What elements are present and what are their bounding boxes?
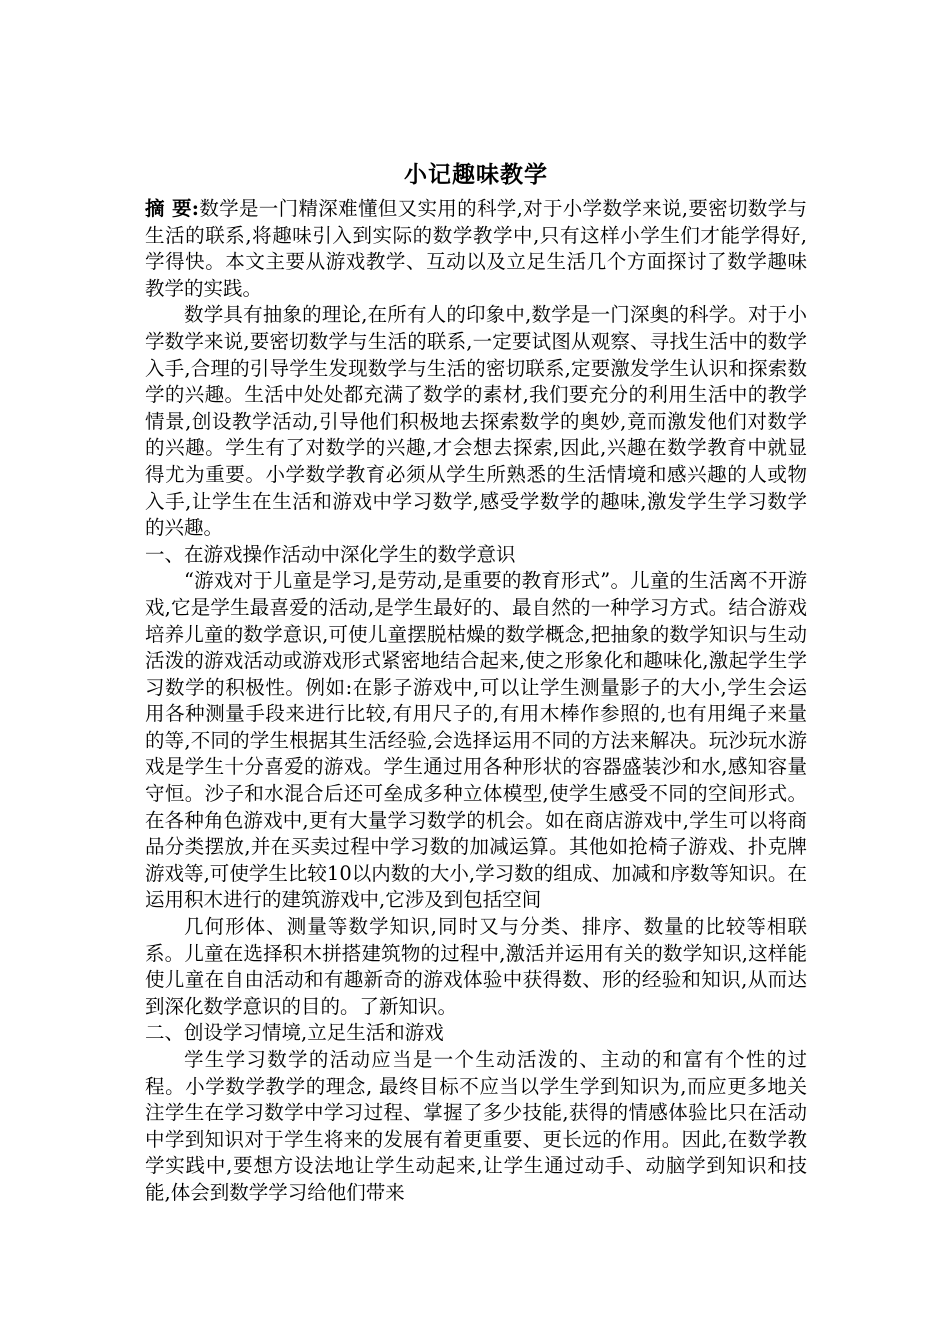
intro-paragraph: 数学具有抽象的理论,在所有人的印象中,数学是一门深奥的科学。对于小学数学来说,要密切数学与生活的联系,一定要试图从观察、寻找生活中的数学入手,合理的引导学生发现数学与生活的密切联系,定要激发学生认识和探索数学的兴趣。生活中处处都充满了数学的素材,我们要充分的利用生活中的教学情景,创设教学活动,引导他们积极地去探索数学的奥妙,竟而激发他们对数学的兴趣。学生有了对数学的兴趣,才会想去探索,因此,兴趣在数学教育中就显得尤为重要。小学数学教育必须从学生所熟悉的生活情境和感兴趣的人或物入手,让学生在生活和游戏中学习数学,感受学数学的趣味,激发学生学习数学的兴趣。 [145, 303, 807, 540]
document-page [145, 160, 807, 1207]
document-title: 小记趣味教学 [404, 162, 548, 188]
section2-paragraph-1: 学生学习数学的活动应当是一个生动活泼的、主动的和富有个性的过程。小学数学教学的理念, 最终目标不应当以学生学到知识为,而应更多地关注学生在学习数学中学习过程、掌握了多少技能,获得的情感体验比只在活动中学到知识对于学生将来的发展有着更重要、更长远的作用。因此,在数学教学实践中,要想方设法地让学生动起来,让学生通过动手、动脑学到知识和技能,体会到数学学习给他们带来 [145, 1048, 807, 1204]
section1-paragraph-1: “游戏对于儿童是学习,是劳动,是重要的教育形式”。儿童的生活离不开游戏,它是学生最喜爱的活动,是学生最好的、最自然的一种学习方式。结合游戏培养儿童的数学意识,可使儿童摆脱枯燥的数学概念,把抽象的数学知识与生动活泼的游戏活动或游戏形式紧密地结合起来,使之形象化和趣味化,激起学生学习数学的积极性。例如:在影子游戏中,可以让学生测量影子的大小,学生会运用各种测量手段来进行比较,有用尺子的,有用木棒作参照的,也有用绳子来量的等,不同的学生根据其生活经验,会选择运用不同的方法来解决。玩沙玩水游戏是学生十分喜爱的游戏。学生通过用各种形状的容器盛装沙和水,感知容量守恒。沙子和水混合后还可垒成多种立体模型,使学生感受不同的空间形式。在各种角色游戏中,更有大量学习数学的机会。如在商店游戏中,学生可以将商品分类摆放,并在买卖过程中学习数的加减运算。其他如抢椅子游戏、扑克牌游戏等,可使学生比较10以内数的大小,学习数的组成、加减和序数等知识。在运用积木进行的建筑游戏中,它涉及到包括空间 [145, 569, 807, 912]
abstract-label: 摘 要: [145, 197, 199, 220]
section-heading-2: 二、创设学习情境,立足生活和游戏 [145, 1021, 444, 1045]
abstract-paragraph [145, 196, 807, 302]
abstract-text: 数学是一门精深难懂但又实用的科学,对于小学数学来说,要密切数学与生活的联系,将趣味引入到实际的数学教学中,只有这样小学生们才能学得好,学得快。本文主要从游戏教学、互动以及立足生活几个方面探讨了数学趣味教学的实践。 [145, 197, 807, 300]
section-heading-1: 一、在游戏操作活动中深化学生的数学意识 [145, 542, 516, 566]
section1-paragraph-2: 几何形体、测量等数学知识,同时又与分类、排序、数量的比较等相联系。儿童在选择积木拼搭建筑物的过程中,激活并运用有关的数学知识,这样能使儿童在自由活动和有趣新奇的游戏体验中获得数、形的经验和知识,从而达到深化数学意识的目的。了新知识。 [145, 915, 807, 1018]
